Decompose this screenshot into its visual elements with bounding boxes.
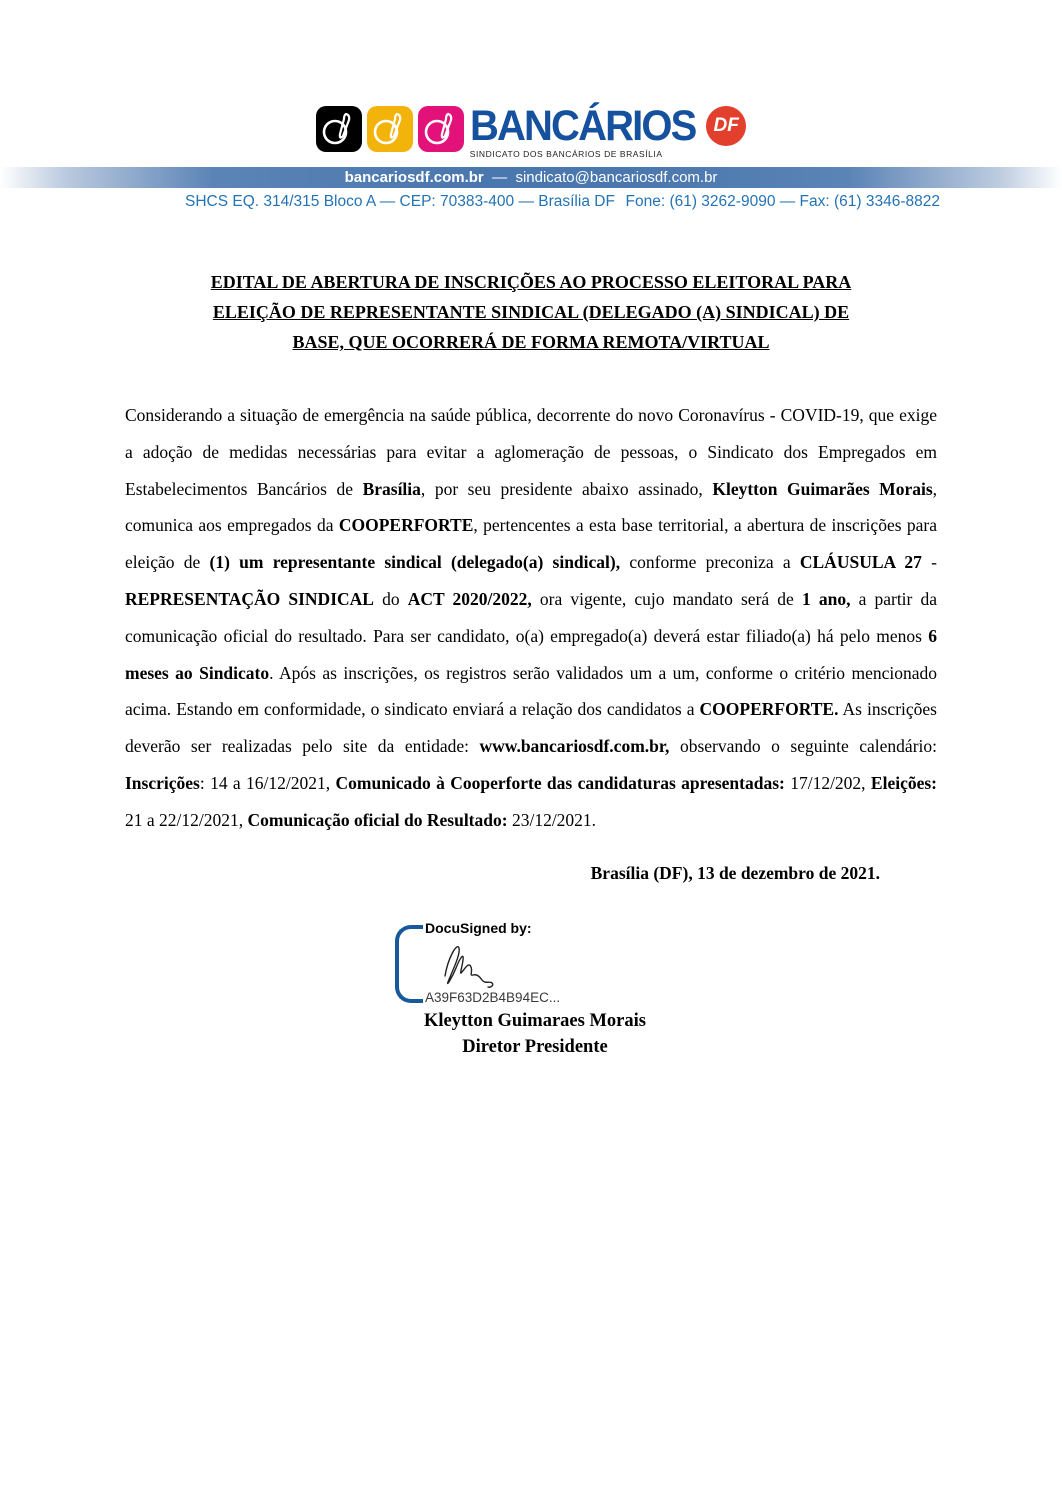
body-text: , comunica aos empregados da [125, 478, 938, 536]
signer-title: Diretor Presidente [462, 1036, 608, 1057]
union-figure-icon [367, 106, 413, 152]
union-figure-icon [316, 106, 362, 152]
brand-df-badge: DF [706, 106, 746, 146]
body-text: Considerando a situação de emergência na saúde pública, decorrente do novo Coronavírus - COVID-19, que exige a adoção de medidas necessárias para evitar a aglomeração de pessoas, o Sindicato dos Empregados em Estabelecimentos Bancários de [125, 405, 937, 499]
body-text: , por seu presidente abaixo assinado, [420, 478, 713, 499]
address-row [185, 193, 940, 211]
document-title-line: BASE, QUE OCORRERÁ DE FORMA REMOTA/VIRTUAL [292, 332, 770, 352]
body-text-bold: ACT 2020/2022, [407, 588, 532, 609]
document-title-line: EDITAL DE ABERTURA DE INSCRIÇÕES AO PROCESSO ELEITORAL PARA [210, 272, 852, 292]
body-text-bold: 1 ano, [801, 588, 851, 609]
body-text: a partir da comunicação oficial do resultado. Para ser candidato, o(a) empregado(a) deverá estar filiado(a) há pelo menos [125, 588, 938, 646]
document-content [125, 267, 937, 1060]
signature-scribble-icon [435, 938, 560, 990]
letterhead-logo [0, 0, 1062, 159]
body-text: observando o seguinte calendário: [669, 736, 937, 757]
union-figure-icon [418, 106, 464, 152]
body-text: : 14 a 16/12/2021, [199, 772, 336, 793]
body-text: . Após as inscrições, os registros serão validados um a um, conforme o critério mencionado acima. Estando em conformidade, o sindicato enviará a relação dos candidatos a [125, 662, 938, 720]
body-text: 21 a 22/12/2021, [125, 809, 248, 830]
body-text-bold: Inscrições [125, 772, 200, 793]
contact-separator: — [483, 169, 516, 186]
date-line: Brasília (DF), 13 de dezembro de 2021. [590, 862, 880, 883]
website-text: bancariosdf.com.br [344, 169, 484, 186]
body-text-bold: www.bancariosdf.com.br, [479, 736, 670, 757]
document-title [125, 267, 937, 357]
body-text: - [921, 552, 937, 573]
contact-bar [0, 167, 1062, 188]
body-text-bold: Kleytton Guimarães Morais [712, 478, 933, 499]
body-text: do [373, 588, 408, 609]
signer-name: Kleytton Guimaraes Morais [424, 1010, 646, 1031]
body-paragraph [125, 397, 937, 839]
brand-text: BANCÁRIOS [469, 102, 696, 150]
body-text-bold: Brasília [362, 478, 421, 499]
document-title-line: ELEIÇÃO DE REPRESENTANTE SINDICAL (DELEGADO (A) SINDICAL) DE [212, 302, 850, 322]
docusign-id: A39F63D2B4B94EC... [425, 989, 561, 1005]
email-text: sindicato@bancariosdf.com.br [515, 169, 718, 186]
docusign-label: DocuSigned by: [425, 919, 532, 936]
body-text-bold: (1) um representante sindical (delegado(a) sindical), [209, 552, 621, 573]
body-text-bold: Eleições: [870, 772, 938, 793]
body-text-bold: Comunicado à Cooperforte das candidaturas apresentadas: [335, 772, 785, 793]
body-text: conforme preconiza a [620, 552, 800, 573]
body-text: 17/12/202, [784, 772, 871, 793]
body-text-bold: REPRESENTAÇÃO SINDICAL [125, 588, 374, 609]
body-text: As inscrições deverão ser realizadas pelo site da entidade: [125, 699, 937, 757]
body-text-bold: COOPERFORTE [338, 515, 474, 536]
docusign-bracket [395, 925, 423, 1003]
logo-marks [316, 106, 464, 152]
body-text: , pertencentes a esta base territorial, a abertura de inscrições para eleição de [125, 515, 937, 573]
address-text: SHCS EQ. 314/315 Bloco A — CEP: 70383-400 — Brasília DF [185, 193, 615, 210]
body-text: ora vigente, cujo mandato será de [531, 588, 802, 609]
body-text-bold: COOPERFORTE. [699, 699, 839, 720]
body-text-bold: CLÁUSULA 27 [799, 552, 922, 573]
body-text-bold: 6 meses ao Sindicato [125, 625, 937, 683]
body-text-bold: Comunicação oficial do Resultado: [247, 809, 508, 830]
signature-block [395, 920, 675, 1060]
brand-tagline: SINDICATO DOS BANCÁRIOS DE BRASÍLIA [469, 149, 663, 159]
brand-block [469, 102, 746, 159]
phone-fax-text: Fone: (61) 3262-9090 — Fax: (61) 3346-8822 [625, 193, 940, 210]
body-text: 23/12/2021. [507, 809, 597, 830]
